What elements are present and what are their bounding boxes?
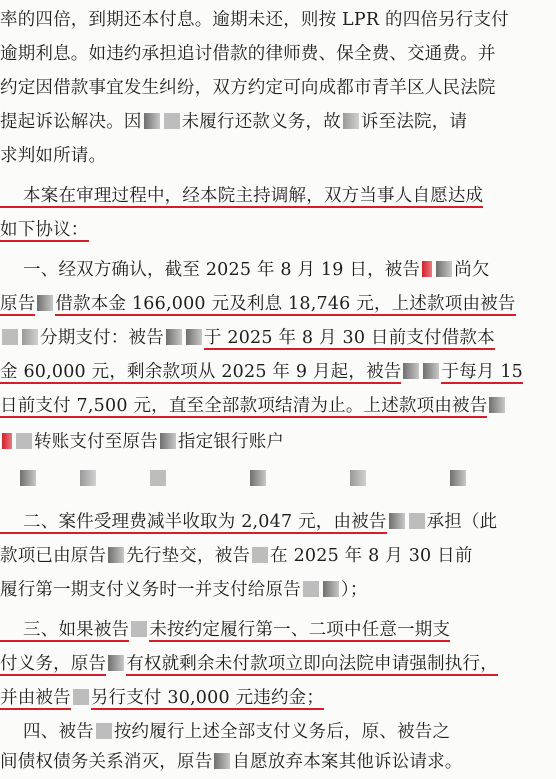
redaction-mark: [73, 689, 89, 705]
text-line: [0, 180, 556, 212]
text-line: [0, 716, 556, 748]
redaction-mark: [150, 470, 166, 486]
line-text: 先行垫交，被告: [126, 546, 251, 566]
redaction-mark: [108, 655, 124, 671]
redaction-mark: [403, 363, 419, 379]
redaction-mark: [2, 329, 18, 345]
redacted-line: [18, 470, 538, 484]
line-text: 履行第一期支付义务时一并支付给原告: [0, 580, 301, 600]
underlined-text: 借款本金 166,000 元及利息 18,746 元，上述款项由被告: [55, 294, 516, 314]
text-line: [0, 614, 556, 646]
line-text: 转账支付至原告: [34, 432, 158, 452]
redaction-mark: [164, 113, 180, 129]
redaction-mark: [22, 329, 38, 345]
redaction-mark: [389, 513, 405, 529]
text-line: [0, 4, 556, 36]
line-text: 求判如所请。: [0, 146, 107, 166]
redaction-mark: [343, 113, 359, 129]
line-text: 提起诉讼解决。因: [0, 112, 142, 132]
redaction-mark: [166, 329, 182, 345]
text-line: [0, 140, 556, 172]
redaction-mark: [423, 363, 439, 379]
text-line: [0, 506, 556, 538]
redaction-mark: [489, 397, 505, 413]
line-text: 诉至法院，请: [360, 112, 468, 132]
line-text: 指定银行账户: [177, 432, 285, 452]
line-text: 率的四倍，到期还本付息。逾期未还，则按 LPR 的四倍另行支付: [0, 10, 509, 30]
underlined-text: 并由被告: [0, 688, 71, 708]
text-line: [0, 72, 556, 104]
underlined-text: 如下协议：: [0, 220, 89, 240]
redaction-mark: [252, 547, 268, 563]
line-text: 按约履行上述全部支付义务后，原、被告之: [113, 722, 451, 742]
redaction-mark: [450, 470, 466, 486]
redaction-mark: [350, 470, 366, 486]
text-line: [0, 540, 556, 572]
text-line: [0, 322, 556, 354]
redaction-mark: [96, 723, 112, 739]
text-line: [0, 648, 556, 680]
underlined-text: 有权就剩余未付款项立即向法院申请强制执行，: [126, 654, 498, 674]
redaction-mark: [16, 433, 32, 449]
line-text: 款项已由原告: [0, 546, 107, 566]
redaction-mark: [186, 329, 202, 345]
text-line: [0, 356, 556, 388]
text-line: [0, 106, 556, 138]
text-line: [0, 426, 556, 458]
line-text: 尚欠: [454, 260, 490, 280]
text-line: [0, 390, 556, 422]
redaction-mark: [144, 113, 160, 129]
text-line: [0, 574, 556, 606]
text-line: [0, 746, 556, 778]
redaction-mark: [303, 581, 319, 597]
line-text: 四、被告: [0, 722, 94, 742]
line-text: 承担（此: [426, 512, 498, 532]
underlined-text: 本案在审理过程中，经本院主持调解，双方当事人自愿达成: [0, 186, 484, 206]
line-text: 未履行还款义务，故: [181, 112, 341, 132]
line-text: 间债权债务关系消灭，原告: [0, 752, 213, 772]
underlined-text: 付义务，原告: [0, 654, 107, 674]
underlined-text: 未按约定履行第一、二项中任意一期支: [149, 620, 451, 640]
redaction-mark: [323, 581, 339, 597]
line-text: ）；: [340, 580, 368, 600]
redaction-mark: [20, 470, 36, 486]
redaction-mark: [214, 753, 230, 769]
underlined-text: 于每月 15: [441, 362, 524, 382]
underlined-text: 于 2025 年 8 月 30 日前支付借款本: [203, 328, 495, 348]
text-line: [0, 682, 556, 714]
underlined-text: 另行支付 30,000 元违约金；: [90, 688, 325, 708]
underlined-text: 二、案件受理费减半收取为 2,047 元，由被告: [0, 512, 387, 532]
line-text: 逾期利息。如违约承担追讨借款的律师费、保全费、交通费。并: [0, 44, 496, 64]
underlined-text: 日前支付 7,500 元，直至全部款项结清为止。上述款项由被告: [0, 396, 488, 416]
line-text: 约定因借款事宜发生纠纷，双方约定可向成都市青羊区人民法院: [0, 78, 496, 98]
redaction-mark: [160, 433, 176, 449]
underlined-text: 金 60,000 元，剩余款项从 2025 年 9 月起，被告: [0, 362, 402, 382]
text-line: [0, 254, 556, 286]
line-text: 分期支付：被告: [40, 328, 164, 348]
line-text: 一、经双方确认，截至 2025 年 8 月 19 日，被告: [0, 260, 421, 280]
redaction-mark: [131, 621, 147, 637]
redaction-mark: [409, 513, 425, 529]
line-text: 在 2025 年 8 月 30 日前: [270, 546, 473, 566]
redaction-mark: [250, 470, 266, 486]
underlined-text: 原告: [0, 294, 36, 314]
redaction-mark: [37, 295, 53, 311]
line-text: 自愿放弃本案其他诉讼请求。: [232, 752, 463, 772]
underlined-text: 三、如果被告: [0, 620, 130, 640]
redaction-mark: [80, 470, 96, 486]
text-line: [0, 288, 556, 320]
redaction-mark: [436, 261, 452, 277]
redaction-mark: [2, 433, 12, 449]
text-line: [0, 38, 556, 70]
redaction-mark: [108, 547, 124, 563]
redaction-mark: [422, 261, 432, 277]
text-line: [0, 214, 556, 246]
